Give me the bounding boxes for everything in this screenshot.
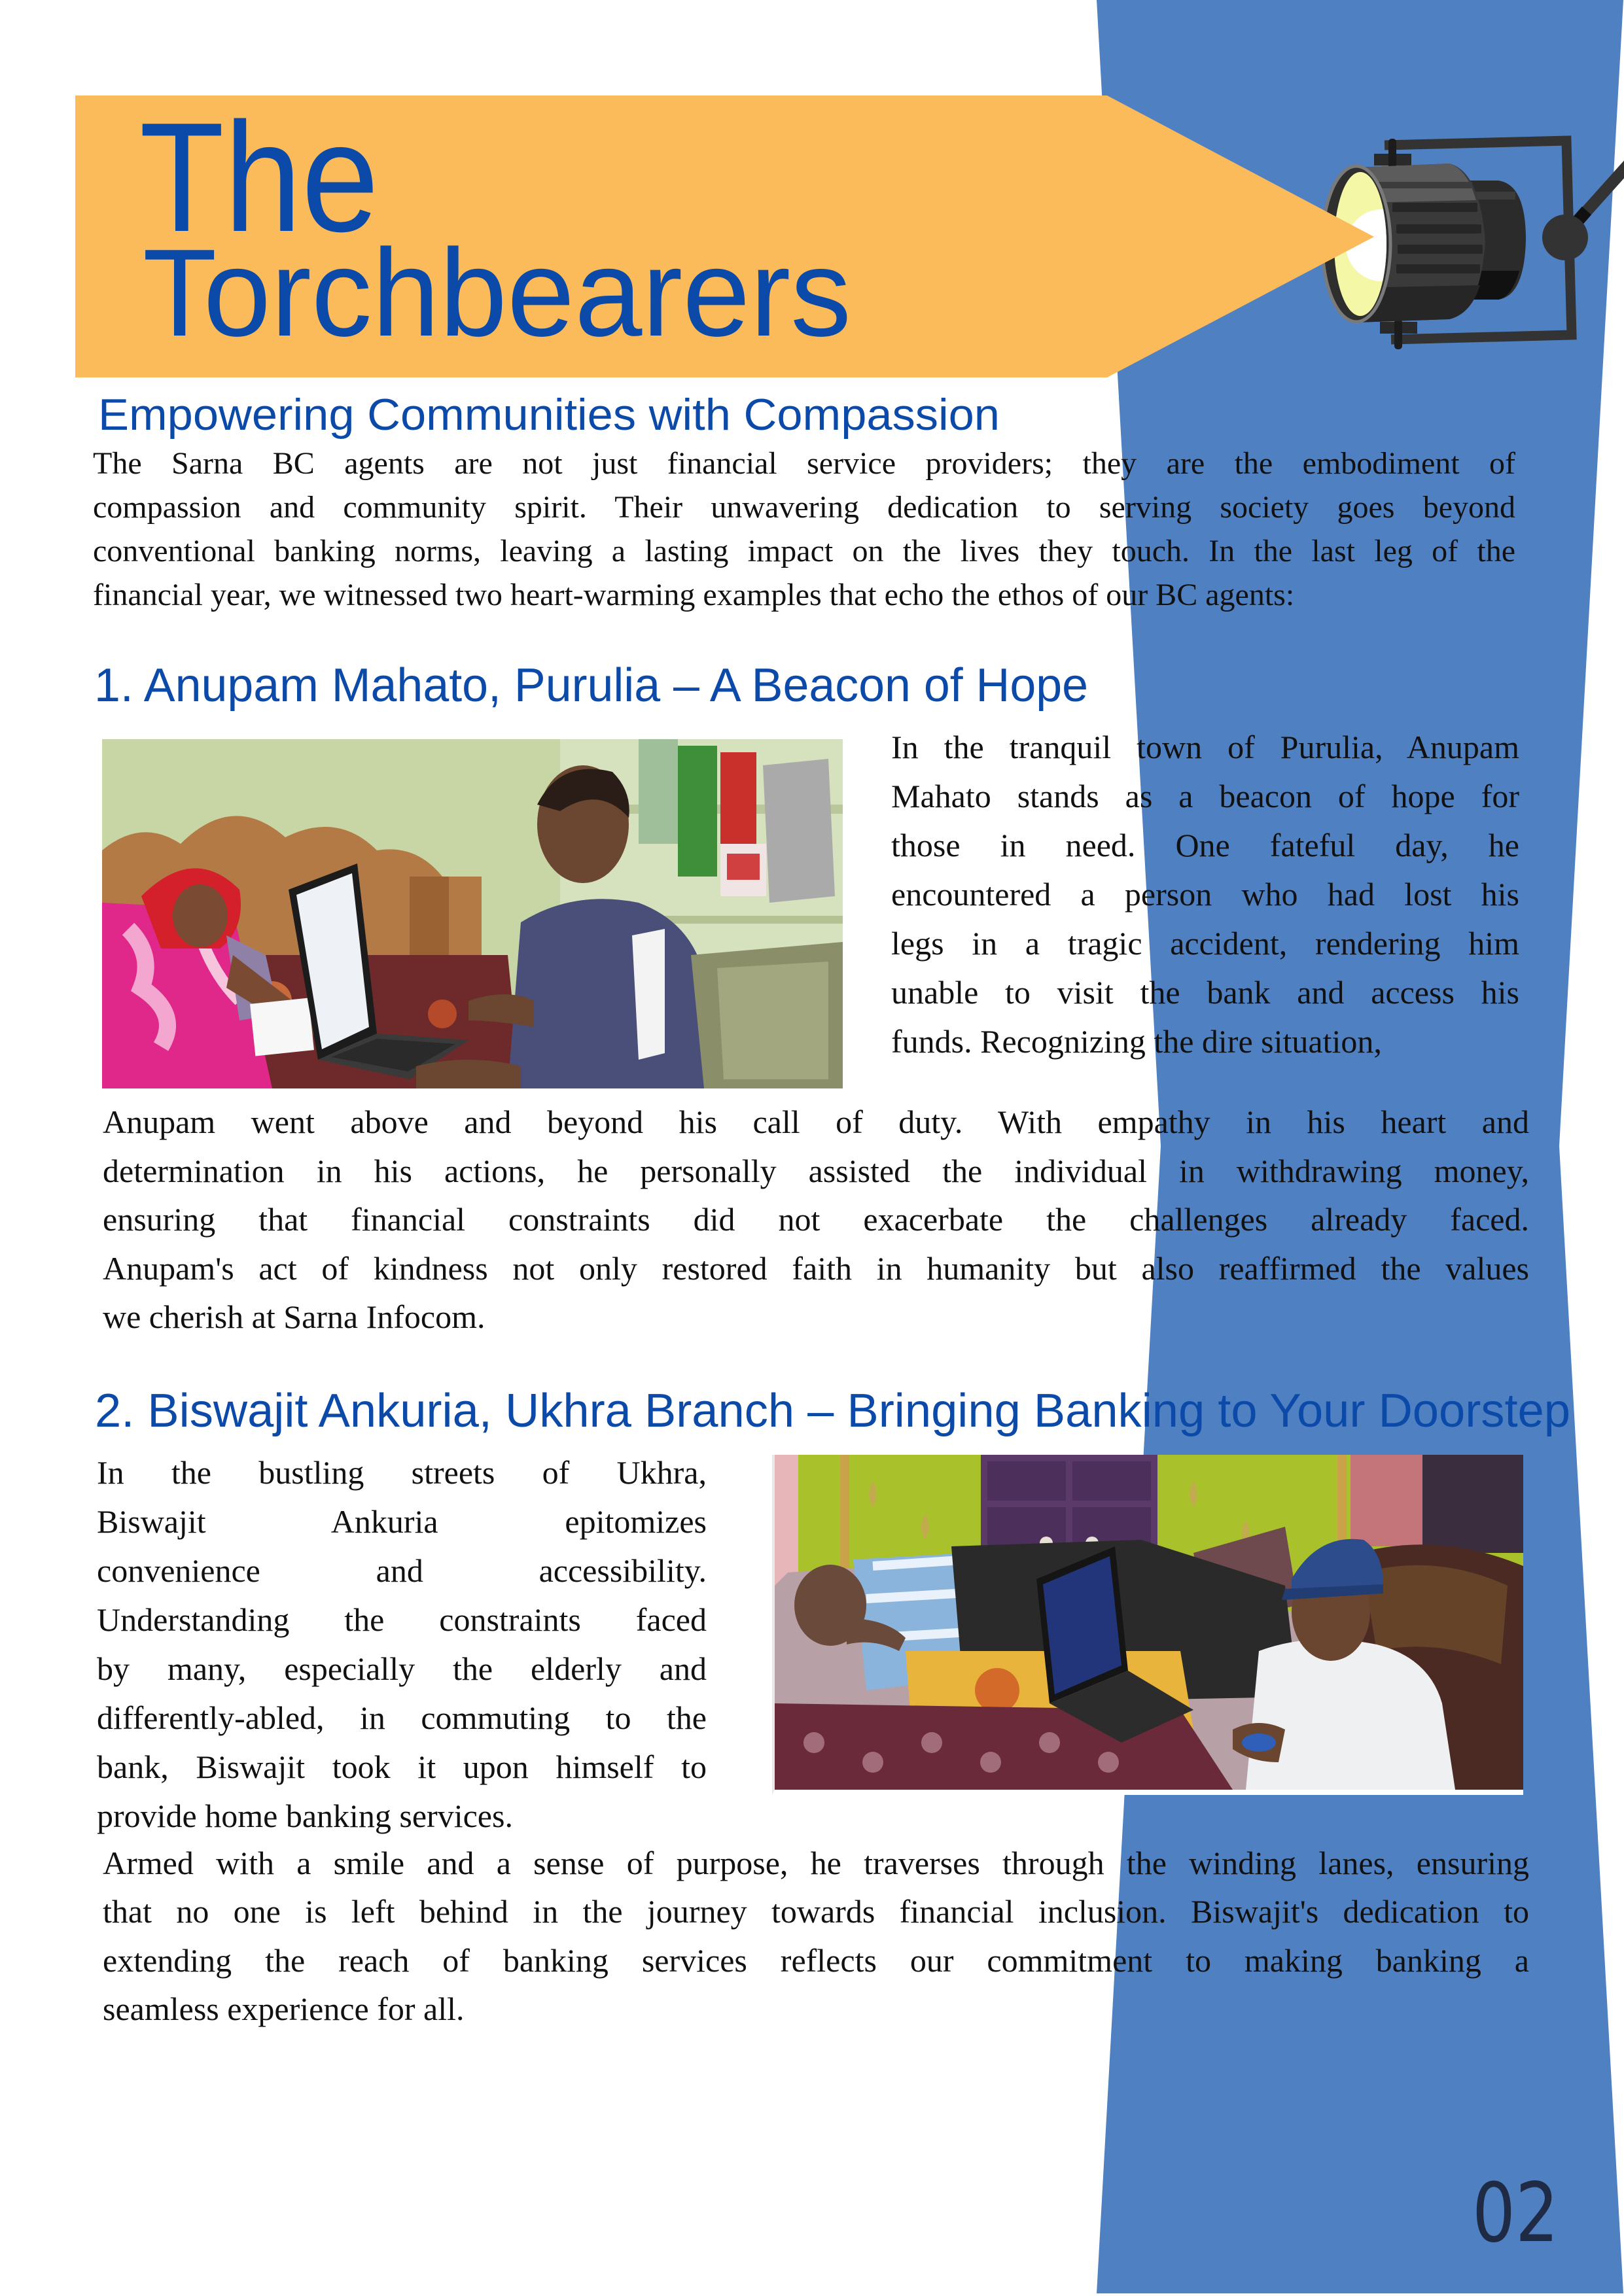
section-1-body-line: determination in his actions, he personally assisted the individual in withdrawing money, — [103, 1152, 1529, 1189]
section-2-body-line: that no one is left behind in the journey towards financial inclusion. Biswajit's dedication to — [103, 1893, 1529, 1930]
title-line-1: The — [139, 91, 379, 264]
intro-line: compassion and community spirit. Their unwavering dedication to serving society goes beyond — [93, 490, 1515, 525]
intro-line: The Sarna BC agents are not just financial service providers; they are the embodiment of — [93, 446, 1515, 481]
photo-biswajit-ankuria — [772, 1455, 1523, 1795]
section-1-body-line: we cherish at Sarna Infocom. — [103, 1298, 485, 1335]
section-2-side-line: convenience and accessibility. — [97, 1552, 707, 1589]
section-1-side-line: encountered a person who had lost his — [891, 876, 1519, 913]
section-2-side-paragraph — [97, 1448, 707, 1841]
section-2-heading: 2. Biswajit Ankuria, Ukhra Branch – Bringing Banking to Your Doorstep — [95, 1385, 1570, 1437]
section-1-body-line: Anupam went above and beyond his call of duty. With empathy in his heart and — [103, 1104, 1529, 1140]
section-2-body-paragraph — [103, 1839, 1529, 2033]
intro-line: conventional banking norms, leaving a lasting impact on the lives they touch. In the last leg of the — [93, 534, 1515, 568]
section-2-body-line: extending the reach of banking services reflects our commitment to making banking a — [103, 1941, 1529, 1979]
section-1-heading: 1. Anupam Mahato, Purulia – A Beacon of Hope — [94, 659, 1088, 712]
section-1-side-line: funds. Recognizing the dire situation, — [891, 1023, 1382, 1060]
section-1-side-paragraph — [891, 723, 1519, 1066]
section-1-body-line: ensuring that financial constraints did not exacerbate the challenges already faced. — [103, 1201, 1529, 1238]
section-1-side-line: unable to visit the bank and access his — [891, 974, 1519, 1011]
section-2-side-line: differently-abled, in commuting to the — [97, 1699, 707, 1736]
section-2-side-line: Biswajit Ankuria epitomizes — [97, 1503, 707, 1540]
intro-paragraph — [93, 442, 1515, 617]
section-2-side-line: by many, especially the elderly and — [97, 1650, 707, 1687]
section-2-body-line: Armed with a smile and a sense of purpose, he traverses through the winding lanes, ensuring — [103, 1845, 1529, 1881]
section-2-side-line: bank, Biswajit took it upon himself to — [97, 1748, 707, 1785]
section-2-side-line: In the bustling streets of Ukhra, — [97, 1454, 707, 1491]
page-number: 02 — [1472, 2166, 1559, 2261]
section-1-body-line: Anupam's act of kindness not only restored faith in humanity but also reaffirmed the values — [103, 1249, 1529, 1287]
section-1-side-line: Mahato stands as a beacon of hope for — [891, 778, 1519, 814]
section-1-side-line: those in need. One fateful day, he — [891, 827, 1519, 863]
photo-anupam-mahato — [102, 739, 843, 1088]
section-1-side-line: legs in a tragic accident, rendering him — [891, 925, 1519, 962]
section-2-side-line: provide home banking services. — [97, 1798, 513, 1834]
section-1-side-line: In the tranquil town of Purulia, Anupam — [891, 729, 1519, 765]
title-line-2: Torchbearers — [143, 224, 851, 362]
subtitle: Empowering Communities with Compassion — [98, 390, 1000, 440]
intro-line: financial year, we witnessed two heart-warming examples that echo the ethos of our BC agents: — [93, 578, 1295, 612]
section-2-body-line: seamless experience for all. — [103, 1990, 465, 2027]
section-1-body-paragraph — [103, 1098, 1529, 1342]
section-2-side-line: Understanding the constraints faced — [97, 1601, 707, 1638]
